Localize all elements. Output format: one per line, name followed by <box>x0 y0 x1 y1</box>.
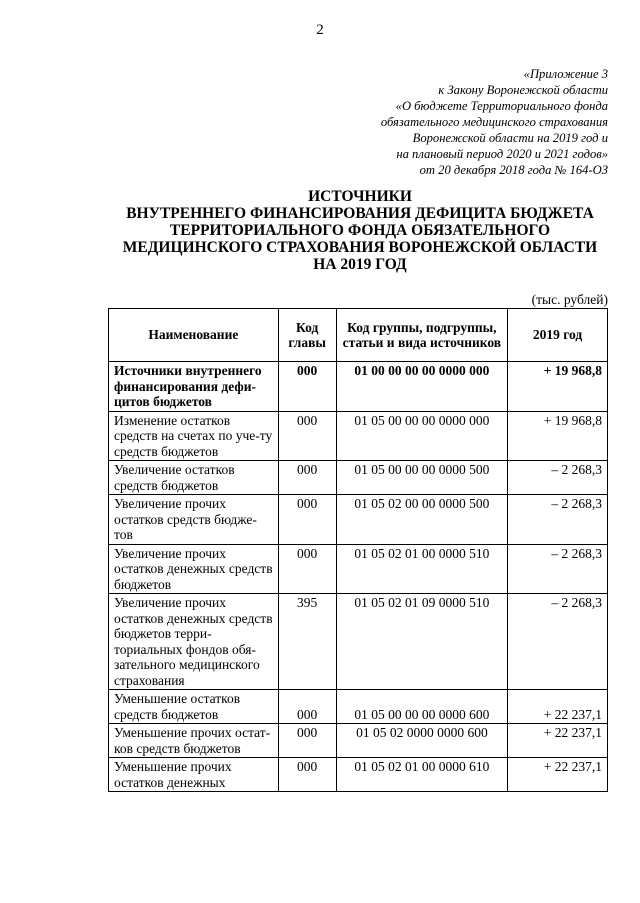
row-code: 000 <box>278 758 336 792</box>
row-amount: – 2 268,3 <box>508 544 608 594</box>
row-amount: + 22 237,1 <box>508 690 608 724</box>
title-line: МЕДИЦИНСКОГО СТРАХОВАНИЯ ВОРОНЕЖСКОЙ ОБЛАСТИ <box>122 239 598 256</box>
row-group: 01 00 00 00 00 0000 000 <box>336 362 508 412</box>
document-title <box>100 188 620 273</box>
row-name: Увеличение прочих остатков денежных средств бюджетов терри-ториальных фондов обя-зательного медицинского страхования <box>109 594 279 690</box>
row-code: 000 <box>278 411 336 461</box>
row-amount: – 2 268,3 <box>508 495 608 545</box>
page-number: 2 <box>316 22 324 38</box>
header-year: 2019 год <box>508 309 608 362</box>
row-amount: + 19 968,8 <box>508 362 608 412</box>
row-name: Увеличение прочих остатков средств бюдже-тов <box>109 495 279 545</box>
row-group: 01 05 00 00 00 0000 600 <box>336 690 508 724</box>
row-group: 01 05 00 00 00 0000 500 <box>336 461 508 495</box>
row-amount: + 22 237,1 <box>508 724 608 758</box>
table-row <box>109 758 608 792</box>
table-row <box>109 411 608 461</box>
header-name: Наименование <box>109 309 279 362</box>
table-row <box>109 362 608 412</box>
row-code: 000 <box>278 362 336 412</box>
row-code: 000 <box>278 495 336 545</box>
appendix-reference <box>381 66 608 178</box>
table-row <box>109 495 608 545</box>
table-row <box>109 690 608 724</box>
row-amount: – 2 268,3 <box>508 461 608 495</box>
row-group: 01 05 02 0000 0000 600 <box>336 724 508 758</box>
row-name: Увеличение прочих остатков денежных средств бюджетов <box>109 544 279 594</box>
row-code: 395 <box>278 594 336 690</box>
row-name: Изменение остатков средств на счетах по уче-ту средств бюджетов <box>109 411 279 461</box>
row-group: 01 05 02 00 00 0000 500 <box>336 495 508 545</box>
title-line: ТЕРРИТОРИАЛЬНОГО ФОНДА ОБЯЗАТЕЛЬНОГО <box>169 222 551 239</box>
appendix-line: на плановый период 2020 и 2021 годов» <box>396 147 608 161</box>
row-name: Увеличение остатков средств бюджетов <box>109 461 279 495</box>
row-name: Уменьшение прочих остат-ков средств бюджетов <box>109 724 279 758</box>
sources-table <box>108 308 608 792</box>
title-line: НА 2019 ГОД <box>313 256 407 273</box>
row-amount: + 19 968,8 <box>508 411 608 461</box>
row-name: Источники внутреннего финансирования дефи-цитов бюджетов <box>109 362 279 412</box>
appendix-line: «Приложение 3 <box>523 67 608 81</box>
row-code: 000 <box>278 690 336 724</box>
row-name: Уменьшение прочих остатков денежных <box>109 758 279 792</box>
header-group: Код группы, подгруппы, статьи и вида источников <box>336 309 508 362</box>
row-group: 01 05 02 01 00 0000 610 <box>336 758 508 792</box>
appendix-line: «О бюджете Территориального фонда <box>395 99 608 113</box>
appendix-line: Воронежской области на 2019 год и <box>412 131 608 145</box>
row-amount: + 22 237,1 <box>508 758 608 792</box>
row-group: 01 05 02 01 09 0000 510 <box>336 594 508 690</box>
table-row <box>109 594 608 690</box>
title-line: ВНУТРЕННЕГО ФИНАНСИРОВАНИЯ ДЕФИЦИТА БЮДЖЕТА <box>126 205 594 222</box>
row-code: 000 <box>278 724 336 758</box>
title-line: ИСТОЧНИКИ <box>308 188 412 205</box>
row-group: 01 05 02 01 00 0000 510 <box>336 544 508 594</box>
table-row <box>109 544 608 594</box>
row-name: Уменьшение остатков средств бюджетов <box>109 690 279 724</box>
row-code: 000 <box>278 461 336 495</box>
table-header-row <box>109 309 608 362</box>
appendix-line: обязательного медицинского страхования <box>380 115 608 129</box>
appendix-line: от 20 декабря 2018 года № 164-ОЗ <box>419 163 608 177</box>
header-code: Код главы <box>278 309 336 362</box>
row-amount: – 2 268,3 <box>508 594 608 690</box>
table-row <box>109 461 608 495</box>
table-row <box>109 724 608 758</box>
appendix-line: к Закону Воронежской области <box>438 83 608 97</box>
row-group: 01 05 00 00 00 0000 000 <box>336 411 508 461</box>
units-label: (тыс. рублей) <box>531 292 608 307</box>
row-code: 000 <box>278 544 336 594</box>
